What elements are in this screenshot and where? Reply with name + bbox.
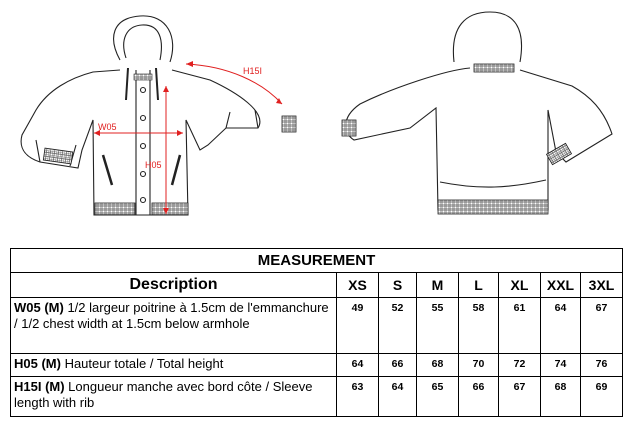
table-row: [11, 353, 623, 376]
table-cell: 74: [541, 353, 581, 376]
back-jacket-drawing: [346, 12, 612, 210]
table-cell: 52: [379, 298, 417, 354]
table-row: [11, 298, 623, 354]
table-cell: 76: [581, 353, 623, 376]
description-header: Description: [11, 273, 337, 298]
row-description: [11, 298, 337, 354]
table-cell: 72: [499, 353, 541, 376]
size-header: 3XL: [581, 273, 623, 298]
table-cell: 61: [499, 298, 541, 354]
table-row: [11, 377, 623, 417]
row-code: H05 (M): [14, 355, 61, 371]
row-code: W05 (M): [14, 300, 64, 316]
table-cell: 70: [459, 353, 499, 376]
size-header: M: [417, 273, 459, 298]
row-text: Hauteur totale / Total height: [60, 355, 224, 371]
table-title: MEASUREMENT: [11, 249, 623, 273]
measurement-table: [10, 248, 623, 417]
row-text: 1/2 largeur poitrine à 1.5cm de l'emmanchure / 1/2 chest width at 1.5cm below armhole: [14, 300, 329, 331]
table-cell: 58: [459, 298, 499, 354]
size-header: XL: [499, 273, 541, 298]
table-cell: 49: [337, 298, 379, 354]
table-cell: 64: [337, 353, 379, 376]
size-header: XXL: [541, 273, 581, 298]
row-description: [11, 353, 337, 376]
table-cell: 69: [581, 377, 623, 417]
row-code: H15I (M): [14, 379, 65, 395]
table-cell: 64: [379, 377, 417, 417]
table-cell: 68: [541, 377, 581, 417]
table-cell: 67: [581, 298, 623, 354]
table-cell: 55: [417, 298, 459, 354]
label-h05: H05: [145, 160, 162, 170]
size-header: XS: [337, 273, 379, 298]
table-cell: 64: [541, 298, 581, 354]
row-description: [11, 377, 337, 417]
table-cell: 63: [337, 377, 379, 417]
table-cell: 68: [417, 353, 459, 376]
table-cell: 67: [499, 377, 541, 417]
table-cell: 66: [379, 353, 417, 376]
table-cell: 66: [459, 377, 499, 417]
table-cell: 65: [417, 377, 459, 417]
label-h15i: H15I: [243, 66, 263, 76]
row-text: Longueur manche avec bord côte / Sleeve length with rib: [14, 379, 313, 410]
size-header: L: [459, 273, 499, 298]
front-jacket-drawing: [21, 16, 263, 215]
size-header: S: [379, 273, 417, 298]
label-w05: W05: [98, 122, 117, 132]
